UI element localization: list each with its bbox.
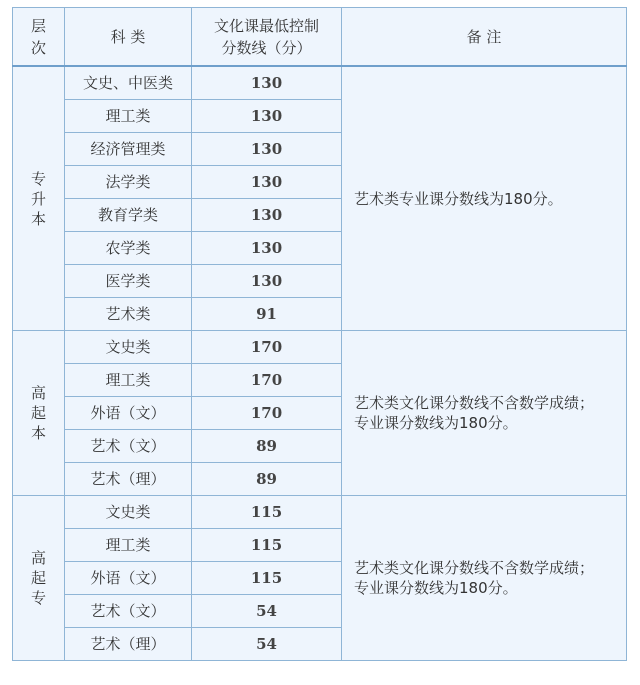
score-cell: 91 [192, 298, 342, 331]
level-char: 专 [30, 169, 46, 188]
header-level-char: 次 [30, 38, 46, 57]
score-cell: 115 [192, 496, 342, 529]
score-cell: 170 [192, 364, 342, 397]
note-line: 艺术类文化课分数线不含数学成绩； [354, 559, 595, 577]
score-cell: 130 [192, 66, 342, 100]
table-body [13, 66, 627, 661]
header-note: 备 注 [342, 8, 627, 67]
score-cell: 130 [192, 265, 342, 298]
category-cell: 艺术（理） [65, 628, 192, 661]
header-score-line: 分数线（分） [221, 38, 312, 57]
level-char: 升 [30, 189, 46, 208]
header-row [13, 8, 627, 67]
score-cell: 170 [192, 397, 342, 430]
level-char: 起 [30, 404, 46, 422]
score-cell: 54 [192, 595, 342, 628]
category-cell: 艺术（文） [65, 595, 192, 628]
note-cell [342, 66, 627, 331]
score-cell: 130 [192, 232, 342, 265]
level-char: 本 [30, 424, 46, 442]
category-cell: 理工类 [65, 529, 192, 562]
note-cell [342, 496, 627, 661]
category-cell: 艺术（理） [65, 463, 192, 496]
level-char: 专 [30, 589, 46, 607]
category-cell: 艺术（文） [65, 430, 192, 463]
category-cell: 外语（文） [65, 562, 192, 595]
score-cell: 54 [192, 628, 342, 661]
level-char: 本 [30, 209, 46, 228]
header-level [13, 8, 65, 67]
note-line: 专业课分数线为180分。 [354, 579, 518, 597]
category-cell: 外语（文） [65, 397, 192, 430]
note-line: 艺术类文化课分数线不含数学成绩； [354, 394, 595, 412]
category-cell: 农学类 [65, 232, 192, 265]
table-row [13, 496, 627, 529]
category-cell: 理工类 [65, 100, 192, 133]
category-cell: 文史类 [65, 331, 192, 364]
category-cell: 教育学类 [65, 199, 192, 232]
score-cell: 115 [192, 529, 342, 562]
category-cell: 艺术类 [65, 298, 192, 331]
category-cell: 文史、中医类 [65, 66, 192, 100]
score-cell: 130 [192, 133, 342, 166]
category-cell: 经济管理类 [65, 133, 192, 166]
level-cell [13, 331, 65, 496]
header-category: 科 类 [65, 8, 192, 67]
level-char: 起 [30, 569, 46, 587]
note-cell [342, 331, 627, 496]
level-cell [13, 496, 65, 661]
category-cell: 理工类 [65, 364, 192, 397]
score-cell: 89 [192, 430, 342, 463]
header-score [192, 8, 342, 67]
score-table-container [12, 7, 627, 661]
level-char: 高 [30, 384, 46, 402]
score-cell: 130 [192, 199, 342, 232]
category-cell: 文史类 [65, 496, 192, 529]
score-cell: 115 [192, 562, 342, 595]
score-cell: 170 [192, 331, 342, 364]
header-score-line: 文化课最低控制 [213, 16, 319, 35]
header-level-char: 层 [30, 16, 46, 35]
table-row [13, 66, 627, 100]
score-cell: 130 [192, 166, 342, 199]
score-cell: 89 [192, 463, 342, 496]
level-cell [13, 66, 65, 331]
score-table [12, 7, 627, 661]
level-char: 高 [30, 549, 46, 567]
category-cell: 医学类 [65, 265, 192, 298]
note-line: 艺术类专业课分数线为180分。 [354, 189, 563, 208]
category-cell: 法学类 [65, 166, 192, 199]
score-cell: 130 [192, 100, 342, 133]
note-line: 专业课分数线为180分。 [354, 414, 518, 432]
table-row [13, 331, 627, 364]
